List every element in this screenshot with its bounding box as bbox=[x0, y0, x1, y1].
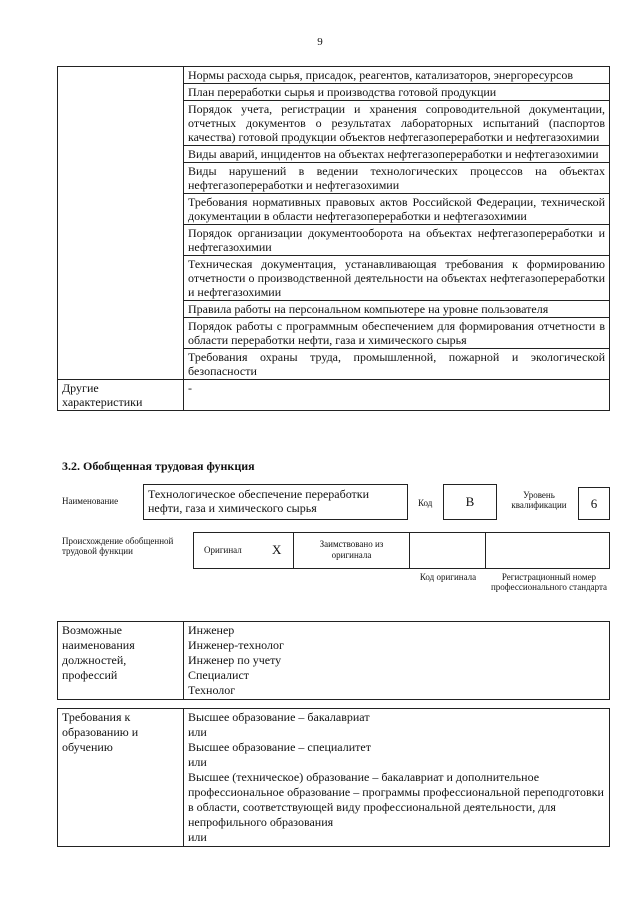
original-label: Оригинал bbox=[204, 545, 242, 555]
education-line: Высшее образование – специалитет bbox=[188, 740, 371, 754]
table-cell: Требования нормативных правовых актов Российской Федерации, технической документации в области нефтегазопереработки и нефтегазохимии bbox=[184, 194, 610, 225]
knowledge-table bbox=[57, 66, 610, 411]
name-label: Наименование bbox=[62, 496, 119, 506]
table-cell: Порядок учета, регистрации и хранения сопроводительной документации, отчетных документов о результатах лабораторных испытаний (паспортов качества) готовой продукции объектов нефтегазопереработки и нефтегазохимии bbox=[184, 101, 610, 146]
code-value: B bbox=[443, 484, 497, 520]
table-cell-empty bbox=[58, 67, 184, 380]
table-cell: Виды нарушений в ведении технологических процессов на объектах нефтегазопереработки и нефтегазохимии bbox=[184, 163, 610, 194]
table-cell: Порядок организации документооборота на объектах нефтегазопереработки и нефтегазохимии bbox=[184, 225, 610, 256]
table-cell: План переработки сырья и производства готовой продукции bbox=[184, 84, 610, 101]
code-label: Код bbox=[418, 498, 433, 508]
positions-table bbox=[57, 621, 610, 700]
table-cell: Виды аварий, инцидентов на объектах нефтегазопереработки и нефтегазохимии bbox=[184, 146, 610, 163]
table-cell: Требования охраны труда, промышленной, пожарной и экологической безопасности bbox=[184, 349, 610, 380]
original-mark: X bbox=[272, 542, 282, 557]
education-line: Высшее (техническое) образование – бакалавриат и дополнительное профессиональное образование – программы профессиональной переподготовки в области, соответствующей виду профессиональной деятельности, для непрофильного образования bbox=[188, 770, 604, 829]
table-cell: Правила работы на персональном компьютере на уровне пользователя bbox=[184, 301, 610, 318]
education-line: или bbox=[188, 725, 207, 739]
positions-label: Возможные наименования должностей, профессий bbox=[58, 622, 184, 700]
page-number: 9 bbox=[317, 36, 323, 48]
section-title: 3.2. Обобщенная трудовая функция bbox=[62, 459, 255, 473]
registration-number-cell bbox=[485, 532, 610, 569]
table-row bbox=[58, 67, 610, 84]
other-characteristics-label: Другие характеристики bbox=[58, 380, 184, 411]
table-row bbox=[58, 622, 610, 700]
original-cell bbox=[193, 532, 294, 569]
table-row bbox=[58, 380, 610, 411]
original-code-cell bbox=[409, 532, 486, 569]
position-item: Специалист bbox=[188, 668, 250, 682]
position-item: Технолог bbox=[188, 683, 236, 697]
name-value: Технологическое обеспечение переработки нефти, газа и химического сырья bbox=[148, 487, 370, 515]
other-characteristics-value: - bbox=[184, 380, 610, 411]
borrowed-cell bbox=[293, 532, 410, 569]
education-list bbox=[184, 709, 610, 847]
name-box bbox=[143, 484, 408, 520]
borrowed-label: Заимствовано из оригинала bbox=[319, 539, 384, 560]
table-cell: Нормы расхода сырья, присадок, реагентов, катализаторов, энергоресурсов bbox=[184, 67, 610, 84]
table-cell: Техническая документация, устанавливающая требования к формированию отчетности о производственной деятельности на объектах нефтегазопереработки и нефтегазохимии bbox=[184, 256, 610, 301]
position-item: Инженер bbox=[188, 623, 235, 637]
table-cell: Порядок работы с программным обеспечением для формирования отчетности в области переработки нефти, газа и химического сырья bbox=[184, 318, 610, 349]
education-label: Требования к образованию и обучению bbox=[58, 709, 184, 847]
education-table bbox=[57, 708, 610, 847]
position-item: Инженер по учету bbox=[188, 653, 282, 667]
table-row bbox=[58, 709, 610, 847]
code-caption: Код оригинала bbox=[419, 572, 477, 582]
origin-label: Происхождение обобщенной трудовой функции bbox=[62, 536, 174, 556]
education-line: или bbox=[188, 755, 207, 769]
positions-list bbox=[184, 622, 610, 700]
position-item: Инженер-технолог bbox=[188, 638, 284, 652]
level-value: 6 bbox=[578, 487, 610, 520]
level-label: Уровень квалификации bbox=[511, 490, 567, 510]
registration-caption: Регистрационный номер профессионального стандарта bbox=[490, 572, 608, 592]
education-line: Высшее образование – бакалавриат bbox=[188, 710, 370, 724]
education-line: или bbox=[188, 830, 207, 844]
